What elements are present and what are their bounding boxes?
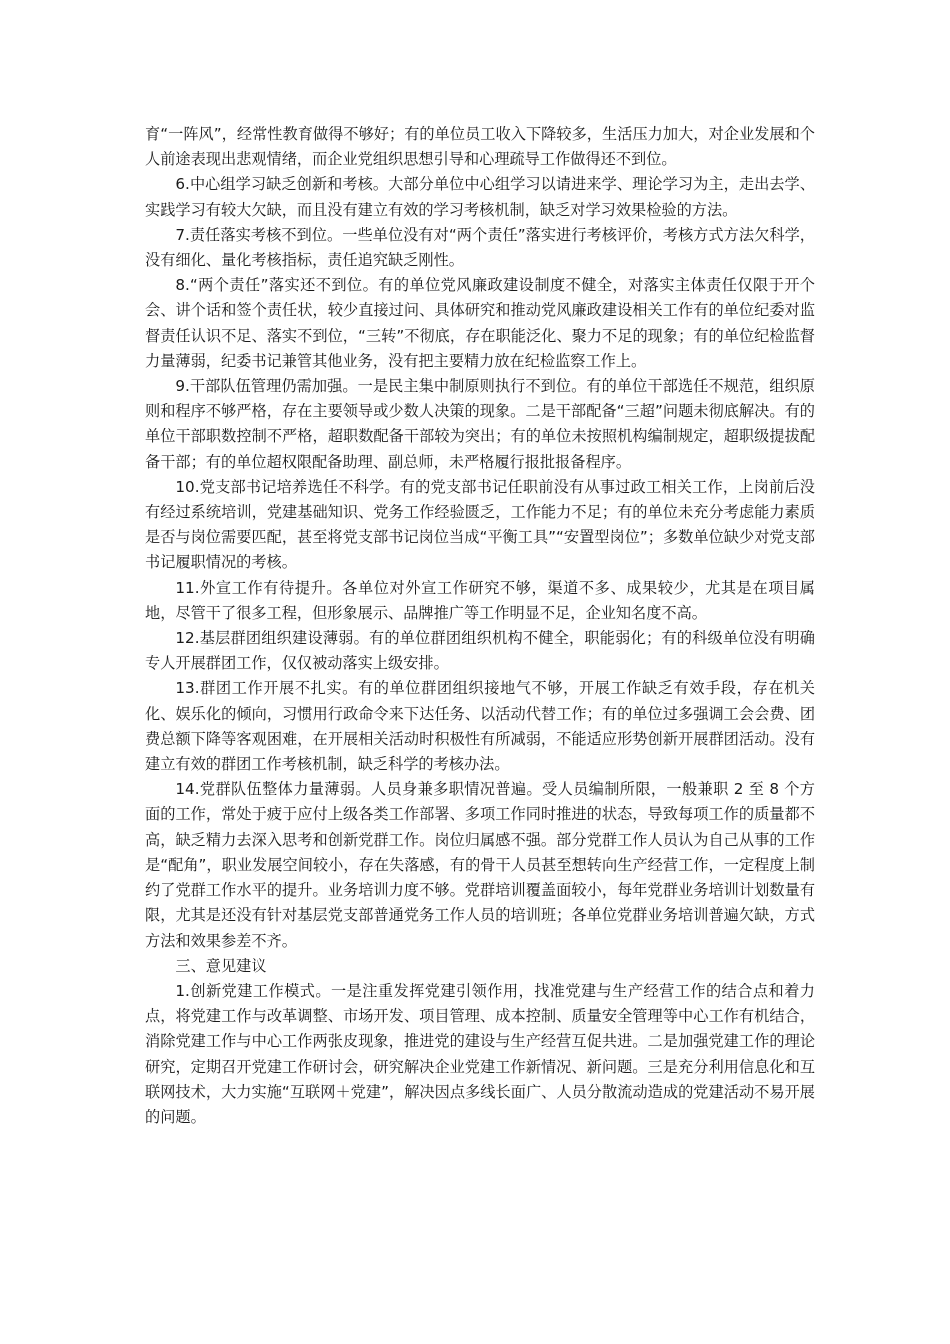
paragraph-item-8: 8.“两个责任”落实还不到位。有的单位党风廉政建设制度不健全，对落实主体责任仅限于开个会、讲个话和签个责任状，较少直接过问、具体研究和推动党风廉政建设相关工作有的单位纪委对监督责任认识不足、落实不到位，“三转”不彻底，存在职能泛化、聚力不足的现象；有的单位纪检监督力量薄弱，纪委书记兼管其他业务，没有把主要精力放在纪检监察工作上。 bbox=[145, 276, 815, 370]
paragraph-item-6: 6.中心组学习缺乏创新和考核。大部分单位中心组学习以请进来学、理论学习为主，走出去学、实践学习有较大欠缺，而且没有建立有效的学习考核机制，缺乏对学习效果检验的方法。 bbox=[145, 175, 815, 219]
section-heading: 三、意见建议 bbox=[175, 956, 267, 975]
paragraph-item-12: 12.基层群团组织建设薄弱。有的单位群团组织机构不健全，职能弱化；有的科级单位没有明确专人开展群团工作，仅仅被动落实上级安排。 bbox=[145, 629, 815, 673]
paragraph-continuation: 育“一阵风”，经常性教育做得不够好；有的单位员工收入下降较多，生活压力加大，对企业发展和个人前途表现出悲观情绪，而企业党组织思想引导和心理疏导工作做得还不到位。 bbox=[145, 125, 815, 169]
paragraph-item-7: 7.责任落实考核不到位。一些单位没有对“两个责任”落实进行考核评价，考核方式方法欠科学，没有细化、量化考核指标，责任追究缺乏刚性。 bbox=[145, 225, 815, 270]
paragraph-item-9: 9.干部队伍管理仍需加强。一是民主集中制原则执行不到位。有的单位干部选任不规范，组织原则和程序不够严格，存在主要领导或少数人决策的现象。二是干部配备“三超”问题未彻底解决。有的单位干部职数控制不严格，超职数配备干部较为突出；有的单位未按照机构编制规定，超职级提拔配备干部；有的单位超权限配备助理、副总师，未严格履行报批报备程序。 bbox=[145, 377, 815, 471]
paragraph-item-10: 10.党支部书记培养选任不科学。有的党支部书记任职前没有从事过政工相关工作，上岗前后没有经过系统培训，党建基础知识、党务工作经验匮乏，工作能力不足；有的单位未充分考虑能力素质是否与岗位需要匹配，甚至将党支部书记岗位当成“平衡工具”“安置型岗位”；多数单位缺少对党支部书记履职情况的考核。 bbox=[145, 477, 815, 572]
paragraph-item-14: 14.党群队伍整体力量薄弱。人员身兼多职情况普遍。受人员编制所限，一般兼职 2 至 8 个方面的工作，常处于疲于应付上级各类工作部署、多项工作同时推进的状态，导致每项工作的质量都不高，缺乏精力去深入思考和创新党群工作。岗位归属感不强。部分党群工作人员认为自己从事的工作是“配角”，职业发展空间较小，存在失落感，有的骨干人员甚至想转向生产经营工作，一定程度上制约了党群工作水平的提升。业务培训力度不够。党群培训覆盖面较小，每年党群业务培训计划数量有限，尤其是还没有针对基层党支部普通党务工作人员的培训班；各单位党群业务培训普遍欠缺，方式方法和效果参差不齐。 bbox=[145, 780, 815, 950]
paragraph-item-11: 11.外宣工作有待提升。各单位对外宣工作研究不够，渠道不多、成果较少，尤其是在项目属地，尽管干了很多工程，但形象展示、品牌推广等工作明显不足，企业知名度不高。 bbox=[145, 578, 815, 622]
document-body bbox=[145, 122, 815, 1130]
paragraph-item-13: 13.群团工作开展不扎实。有的单位群团组织接地气不够，开展工作缺乏有效手段，存在机关化、娱乐化的倾向，习惯用行政命令来下达任务、以活动代替工作；有的单位过多强调工会会费、团费总额下降等客观困难，在开展相关活动时积极性有所减弱，不能适应形势创新开展群团活动。没有建立有效的群团工作考核机制，缺乏科学的考核办法。 bbox=[145, 679, 815, 774]
paragraph-suggestion-1: 1.创新党建工作模式。一是注重发挥党建引领作用，找准党建与生产经营工作的结合点和着力点，将党建工作与改革调整、市场开发、项目管理、成本控制、质量安全管理等中心工作有机结合，消除党建工作与中心工作两张皮现象，推进党的建设与生产经营互促共进。二是加强党建工作的理论研究，定期召开党建工作研讨会，研究解决企业党建工作新情况、新问题。三是充分利用信息化和互联网技术，大力实施“互联网＋党建”，解决因点多线长面广、人员分散流动造成的党建活动不易开展的问题。 bbox=[145, 981, 815, 1126]
